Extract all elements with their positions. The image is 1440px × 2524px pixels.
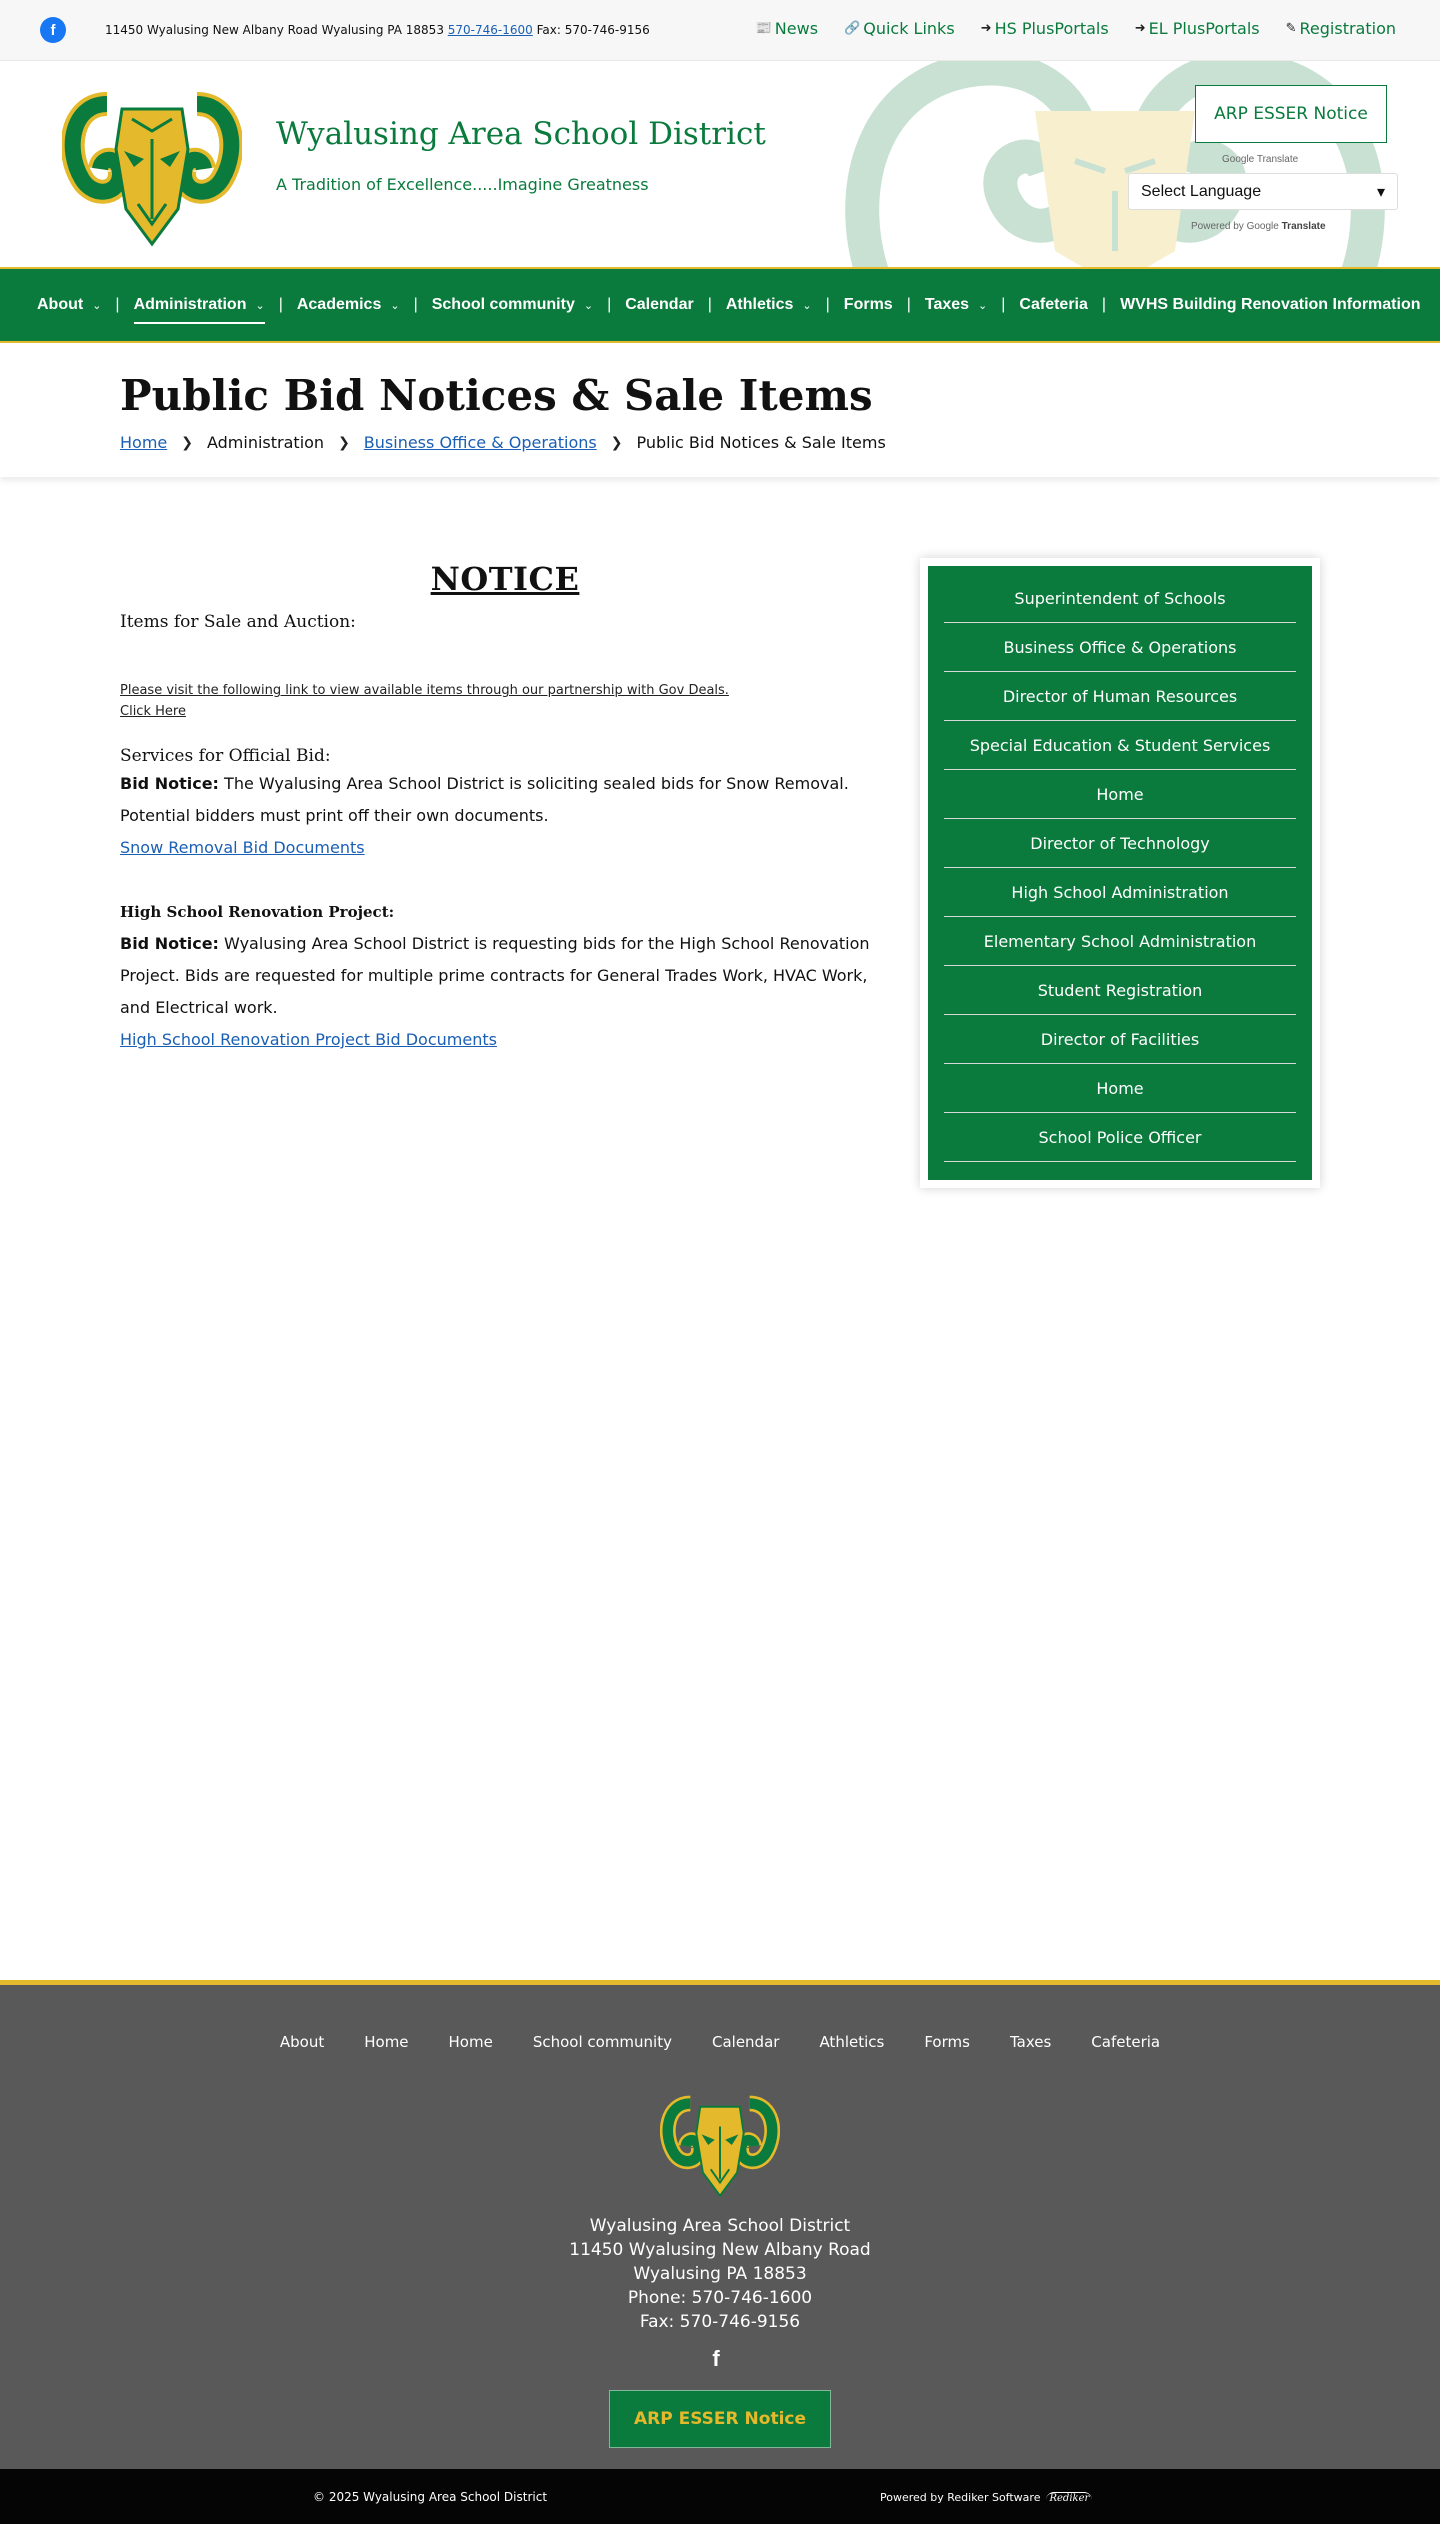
nav-separator: |	[278, 296, 283, 313]
sign-in-icon: ➜	[1134, 21, 1146, 36]
sidebar-item-superintendent[interactable]: Superintendent of Schools	[944, 574, 1296, 623]
nav-item-academics[interactable]	[297, 296, 400, 314]
chevron-right-icon: ❯	[338, 434, 350, 451]
breadcrumb	[120, 433, 886, 452]
sidebar	[920, 558, 1320, 1188]
nav-label: WVHS Building Renovation Information	[1120, 296, 1421, 313]
renovation-bid-notice	[120, 928, 890, 1024]
news-link[interactable]	[756, 19, 818, 38]
site-title[interactable]: Wyalusing Area School District	[276, 116, 766, 152]
sidebar-item-home[interactable]: Home	[944, 770, 1296, 819]
nav-item-wvhs-renovation[interactable]	[1120, 296, 1420, 314]
sidebar-item-student-registration[interactable]: Student Registration	[944, 966, 1296, 1015]
nav-label: About	[37, 296, 84, 313]
snow-removal-bid-link[interactable]: Snow Removal Bid Documents	[120, 838, 365, 857]
translate-link[interactable]: Translate	[1281, 221, 1326, 232]
footer-link-about[interactable]: About	[279, 2033, 325, 2051]
footer-district-name: Wyalusing Area School District	[589, 2216, 851, 2236]
footer-phone: Phone: 570-746-1600	[627, 2288, 813, 2308]
nav-separator: |	[115, 296, 120, 313]
footer-city: Wyalusing PA 18853	[633, 2264, 807, 2284]
nav-item-taxes[interactable]	[925, 296, 987, 314]
language-select-value: Select Language	[1141, 182, 1262, 200]
sidebar-item-special-education[interactable]: Special Education & Student Services	[944, 721, 1296, 770]
sidebar-item-hs-administration[interactable]: High School Administration	[944, 868, 1296, 917]
quick-links-label: Quick Links	[863, 19, 955, 38]
nav-separator: |	[607, 296, 612, 313]
footer-link-school-community[interactable]: School community	[532, 2033, 672, 2051]
nav-separator: |	[1101, 296, 1107, 313]
sidebar-item-technology[interactable]: Director of Technology	[944, 819, 1296, 868]
nav-item-forms[interactable]	[844, 296, 893, 314]
powered-by-rediker-link[interactable]	[880, 2491, 1092, 2504]
nav-separator: |	[707, 296, 712, 313]
chevron-down-icon: ⌄	[92, 299, 102, 312]
snow-bid-text: The Wyalusing Area School District is soliciting sealed bids for Snow Removal. Potential bidders must print off their own documents.	[120, 774, 849, 825]
footer-link-calendar[interactable]: Calendar	[711, 2033, 780, 2051]
nav-label: Administration	[133, 296, 247, 313]
notice-heading: NOTICE	[430, 560, 580, 598]
district-logo[interactable]	[62, 79, 242, 249]
nav-label: School community	[431, 296, 575, 313]
footer-link-home[interactable]: Home	[364, 2033, 409, 2051]
site-header	[0, 61, 1440, 267]
footer-district-logo	[660, 2087, 780, 2199]
nav-label: Forms	[843, 296, 893, 313]
address-text: 11450 Wyalusing New Albany Road Wyalusing PA 18853	[105, 23, 444, 37]
google-translate-label: Google Translate	[1222, 154, 1299, 165]
nav-label: Taxes	[924, 296, 970, 313]
chevron-down-icon: ⌄	[255, 299, 265, 312]
renovation-bid-link[interactable]: High School Renovation Project Bid Documents	[120, 1030, 497, 1049]
footer-street: 11450 Wyalusing New Albany Road	[569, 2240, 871, 2260]
footer-link-home[interactable]: Home	[448, 2033, 493, 2051]
renovation-heading: High School Renovation Project:	[120, 903, 395, 921]
quick-links-link[interactable]	[844, 19, 955, 38]
nav-item-about[interactable]	[37, 296, 101, 314]
facebook-icon[interactable]: f	[712, 2346, 720, 2371]
chevron-down-icon: ⌄	[802, 299, 812, 312]
page-title: Public Bid Notices & Sale Items	[120, 371, 873, 420]
nav-item-calendar[interactable]	[625, 296, 693, 314]
main-content	[120, 560, 890, 1056]
renovation-bid-text: Wyalusing Area School District is requesting bids for the High School Renovation Project. Bids are requested for multiple prime contracts for General Trades Work, HVAC Work, and Electrical work.	[120, 934, 870, 1017]
chevron-down-icon: ▾	[1376, 183, 1385, 201]
govdeals-text-link[interactable]: Please visit the following link to view available items through our partnership with Gov Deals.	[120, 683, 729, 698]
breadcrumb-business-office-link[interactable]: Business Office & Operations	[363, 433, 597, 452]
language-select[interactable]	[1128, 173, 1398, 210]
footer-link-taxes[interactable]: Taxes	[1009, 2033, 1052, 2051]
sidebar-item-business-office[interactable]: Business Office & Operations	[944, 623, 1296, 672]
chevron-down-icon: ⌄	[390, 299, 400, 312]
nav-item-school-community[interactable]	[432, 296, 593, 314]
sidebar-item-facilities[interactable]: Director of Facilities	[944, 1015, 1296, 1064]
powered-prefix: Powered by	[1191, 221, 1244, 232]
copyright-bar	[0, 2469, 1440, 2524]
google-wordmark: Google	[1246, 221, 1279, 232]
pencil-icon: ✎	[1285, 21, 1297, 36]
fax-text: Fax: 570-746-9156	[536, 23, 650, 37]
nav-label: Athletics	[725, 296, 794, 313]
main-navigation	[0, 267, 1440, 343]
sidebar-item-elementary-administration[interactable]: Elementary School Administration	[944, 917, 1296, 966]
newspaper-icon: 📰	[755, 21, 772, 36]
sidebar-item-home[interactable]: Home	[944, 1064, 1296, 1113]
phone-link[interactable]: 570-746-1600	[447, 23, 533, 37]
nav-item-athletics[interactable]	[726, 296, 812, 314]
nav-separator: |	[1001, 296, 1006, 313]
nav-separator: |	[906, 296, 911, 313]
services-heading: Services for Official Bid:	[120, 746, 331, 766]
breadcrumb-home-link[interactable]: Home	[120, 433, 168, 452]
powered-by-text: Powered by Rediker Software	[880, 2491, 1041, 2504]
chevron-right-icon: ❯	[610, 434, 623, 451]
footer-navigation	[0, 2033, 1440, 2051]
sidebar-item-police-officer[interactable]: School Police Officer	[944, 1113, 1296, 1162]
footer-contact-info	[0, 2214, 1440, 2334]
nav-separator: |	[413, 296, 418, 313]
rediker-logo: Rediker	[1046, 2492, 1092, 2504]
quick-links-bar	[756, 19, 1396, 38]
arp-esser-notice-button[interactable]: ARP ESSER Notice	[1195, 85, 1387, 143]
sidebar-item-human-resources[interactable]: Director of Human Resources	[944, 672, 1296, 721]
click-here-link[interactable]: Click Here	[120, 704, 186, 719]
footer-link-athletics[interactable]: Athletics	[819, 2033, 885, 2051]
top-utility-bar	[0, 0, 1440, 61]
sale-heading: Items for Sale and Auction:	[120, 612, 356, 632]
nav-item-cafeteria[interactable]	[1019, 296, 1087, 314]
copyright-text: © 2025 Wyalusing Area School District	[313, 2490, 548, 2504]
footer-link-forms[interactable]: Forms	[924, 2033, 970, 2051]
bid-notice-label: Bid Notice:	[120, 774, 219, 793]
breadcrumb-current: Public Bid Notices & Sale Items	[636, 433, 886, 452]
google-translate-credit	[1191, 221, 1326, 232]
nav-label: Cafeteria	[1019, 296, 1088, 313]
facebook-icon[interactable]: f	[40, 17, 66, 43]
hs-plusportals-link[interactable]	[981, 19, 1109, 38]
sign-in-icon: ➜	[980, 21, 992, 36]
nav-item-administration[interactable]	[134, 296, 265, 314]
registration-link[interactable]	[1286, 19, 1396, 38]
chevron-right-icon: ❯	[181, 434, 193, 451]
snow-bid-notice	[120, 768, 890, 832]
link-icon: 🔗	[844, 21, 861, 36]
sidebar-menu	[928, 566, 1312, 1180]
footer-fax: Fax: 570-746-9156	[639, 2312, 801, 2332]
site-footer	[0, 1980, 1440, 2469]
contact-info	[105, 23, 650, 37]
news-link-label: News	[774, 19, 819, 38]
nav-label: Academics	[296, 296, 382, 313]
breadcrumb-administration: Administration	[206, 433, 325, 452]
footer-arp-esser-button[interactable]: ARP ESSER Notice	[609, 2390, 831, 2448]
nav-label: Calendar	[625, 296, 694, 313]
el-plusportals-label: EL PlusPortals	[1148, 19, 1260, 38]
nav-separator: |	[825, 296, 830, 313]
site-tagline: A Tradition of Excellence.....Imagine Greatness	[276, 175, 649, 194]
bid-notice-label: Bid Notice:	[120, 934, 219, 953]
page-heading-section	[0, 343, 1440, 477]
chevron-down-icon: ⌄	[583, 299, 594, 312]
spacer	[120, 632, 890, 680]
el-plusportals-link[interactable]	[1135, 19, 1260, 38]
hs-plusportals-label: HS PlusPortals	[994, 19, 1109, 38]
footer-link-cafeteria[interactable]: Cafeteria	[1091, 2033, 1161, 2051]
registration-label: Registration	[1299, 19, 1396, 38]
chevron-down-icon: ⌄	[978, 299, 988, 312]
